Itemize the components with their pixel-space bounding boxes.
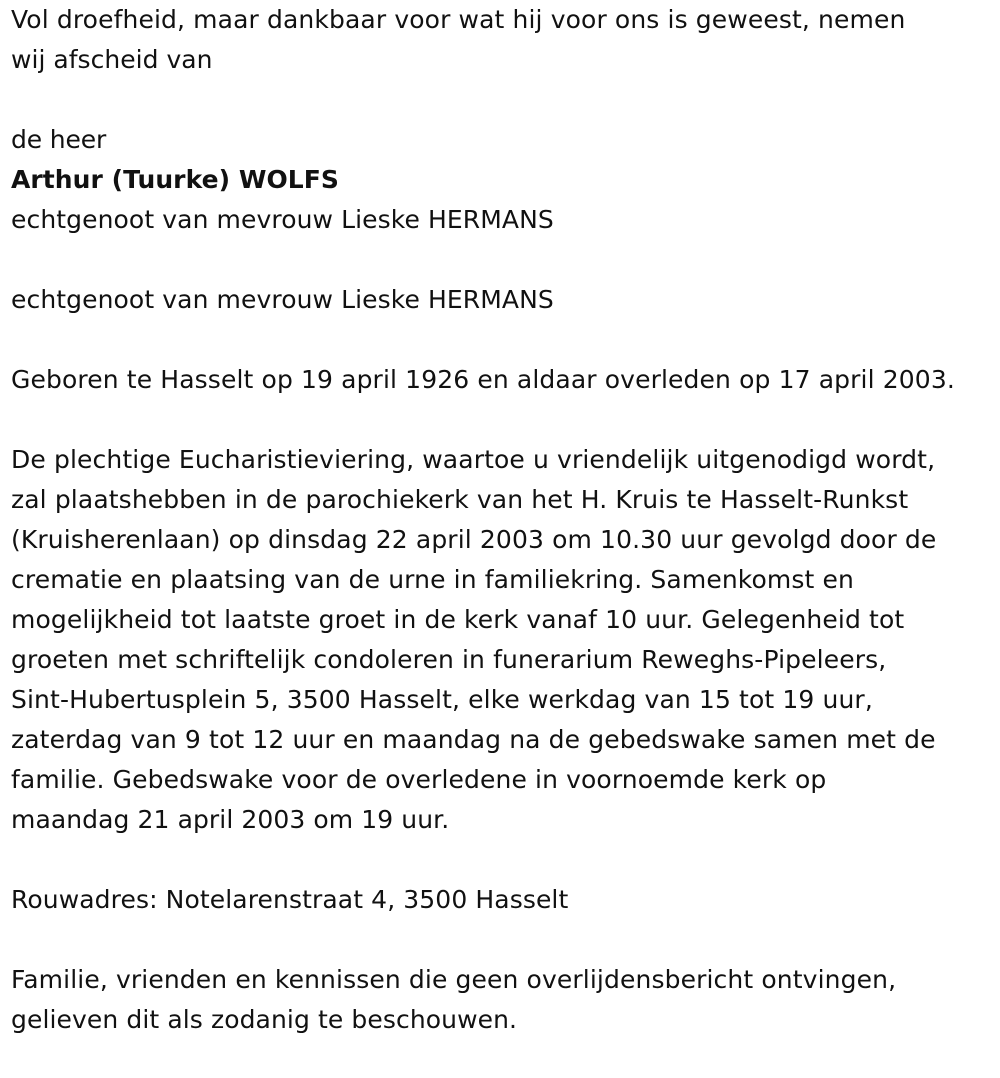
ceremony-line: Sint-Hubertusplein 5, 3500 Hasselt, elke werkdag van 15 tot 19 uur, bbox=[11, 685, 873, 714]
salutation: de heer bbox=[11, 125, 107, 154]
spacer bbox=[11, 400, 996, 440]
deceased-name: Arthur (Tuurke) WOLFS bbox=[11, 165, 339, 194]
spacer bbox=[11, 320, 996, 360]
spouse-line-2: echtgenoot van mevrouw Lieske HERMANS bbox=[11, 285, 554, 314]
closing-line-2: gelieven dit als zodanig te beschouwen. bbox=[11, 1005, 518, 1034]
spacer bbox=[11, 840, 996, 880]
spacer bbox=[11, 80, 996, 120]
ceremony-line: maandag 21 april 2003 om 19 uur. bbox=[11, 805, 450, 834]
ceremony-line: (Kruisherenlaan) op dinsdag 22 april 2003 om 10.30 uur gevolgd door de bbox=[11, 525, 937, 554]
obituary-document bbox=[11, 0, 996, 1040]
ceremony-line: crematie en plaatsing van de urne in familiekring. Samenkomst en bbox=[11, 565, 854, 594]
closing-line-1: Familie, vrienden en kennissen die geen overlijdensbericht ontvingen, bbox=[11, 965, 897, 994]
ceremony-line: zal plaatshebben in de parochiekerk van het H. Kruis te Hasselt-Runkst bbox=[11, 485, 909, 514]
spacer bbox=[11, 240, 996, 280]
intro-line-2: wij afscheid van bbox=[11, 45, 213, 74]
mourning-address: Rouwadres: Notelarenstraat 4, 3500 Hasselt bbox=[11, 885, 569, 914]
ceremony-line: zaterdag van 9 tot 12 uur en maandag na de gebedswake samen met de bbox=[11, 725, 936, 754]
ceremony-line: familie. Gebedswake voor de overledene in voornoemde kerk op bbox=[11, 765, 827, 794]
ceremony-paragraph bbox=[11, 440, 996, 840]
intro-line-1: Vol droefheid, maar dankbaar voor wat hij voor ons is geweest, nemen bbox=[11, 5, 906, 34]
birth-death-line: Geboren te Hasselt op 19 april 1926 en aldaar overleden op 17 april 2003. bbox=[11, 365, 955, 394]
spouse-line-1: echtgenoot van mevrouw Lieske HERMANS bbox=[11, 205, 554, 234]
ceremony-line: groeten met schriftelijk condoleren in funerarium Reweghs-Pipeleers, bbox=[11, 645, 887, 674]
ceremony-line: mogelijkheid tot laatste groet in de kerk vanaf 10 uur. Gelegenheid tot bbox=[11, 605, 905, 634]
spacer bbox=[11, 920, 996, 960]
ceremony-line: De plechtige Eucharistieviering, waartoe u vriendelijk uitgenodigd wordt, bbox=[11, 445, 936, 474]
